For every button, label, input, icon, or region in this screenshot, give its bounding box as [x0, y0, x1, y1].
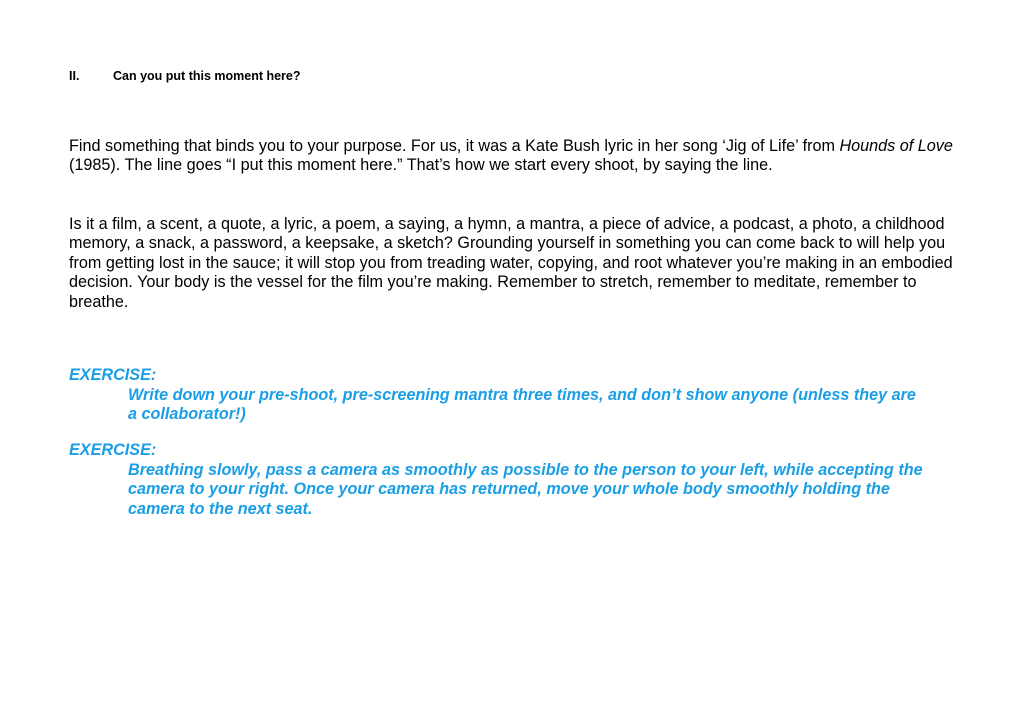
section-title: Can you put this moment here?	[113, 69, 301, 83]
exercise-label: EXERCISE:	[69, 366, 157, 384]
paragraph-text: (1985). The line goes “I put this moment here.” That’s how we start every shoot, by saying the line.	[69, 156, 773, 175]
section-number: II.	[69, 69, 80, 83]
exercise-block-2	[69, 441, 969, 519]
body-paragraph-1	[69, 137, 969, 176]
exercise-text: Write down your pre-shoot, pre-screening mantra three times, and don’t show anyone (unless they are a collaborator!)	[128, 385, 916, 424]
exercise-label: EXERCISE:	[69, 441, 157, 459]
exercise-block-1	[69, 366, 969, 425]
body-paragraph-2: Is it a film, a scent, a quote, a lyric, a poem, a saying, a hymn, a mantra, a piece of advice, a podcast, a photo, a childhood memory, a snack, a password, a keepsake, a sketch? Grounding yourself in something you can come back to will help you from getting lost in the sauce; it will stop you from treading water, copying, and root whatever you’re making in an embodied decision. Your body is the vessel for the film you’re making. Remember to stretch, remember to meditate, remember to breathe.	[69, 215, 953, 311]
section-heading	[69, 68, 301, 84]
paragraph-text: Find something that binds you to your purpose. For us, it was a Kate Bush lyric in her song ‘Jig of Life’ from	[69, 137, 840, 155]
exercise-text: Breathing slowly, pass a camera as smoothly as possible to the person to your left, while accepting the camera to your right. Once your camera has returned, move your whole body smoothly holding the camera to the next seat.	[128, 460, 923, 518]
album-title: Hounds of Love	[839, 137, 953, 155]
